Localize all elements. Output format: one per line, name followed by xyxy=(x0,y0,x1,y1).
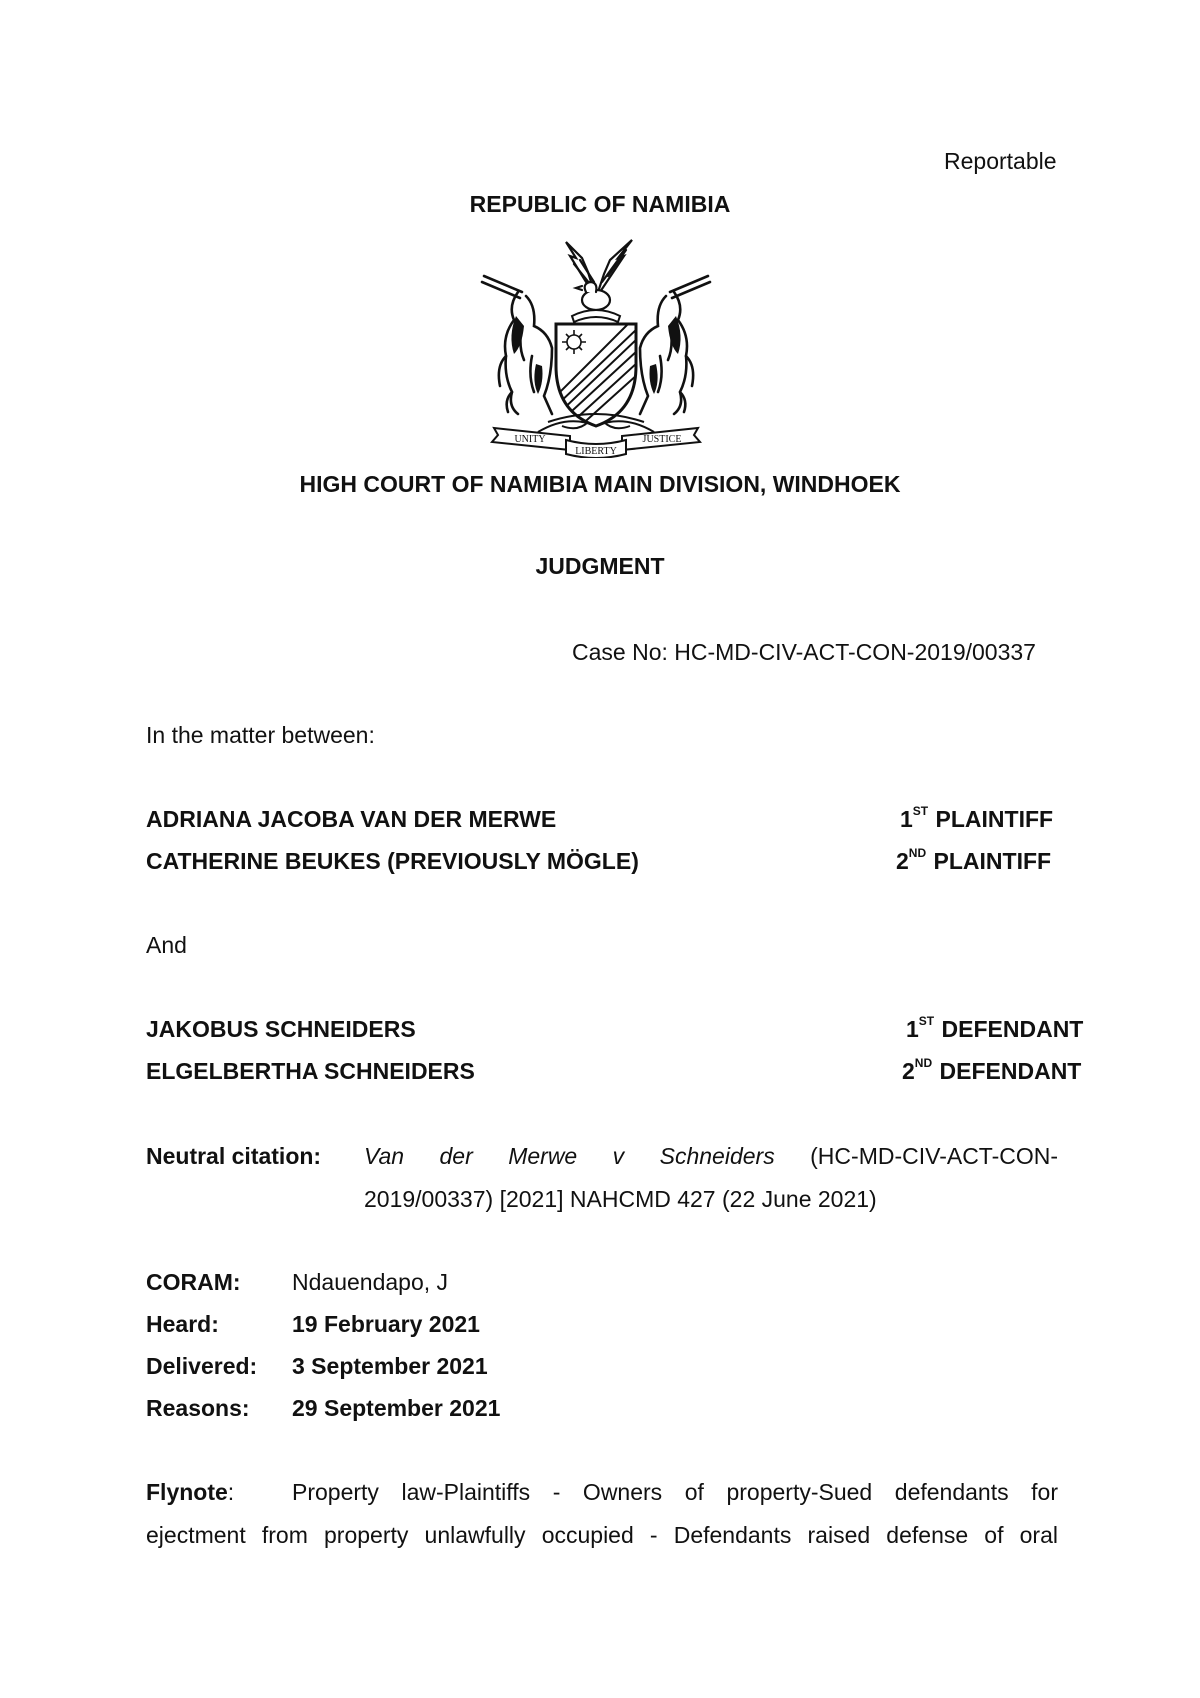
judgment-heading: JUDGMENT xyxy=(535,553,665,579)
reportable-label: Reportable xyxy=(944,148,1057,174)
plaintiff-1-name: ADRIANA JACOBA VAN DER MERWE xyxy=(146,806,557,832)
defendant-1-name: JAKOBUS SCHNEIDERS xyxy=(146,1016,416,1042)
plaintiff-1-role: 1ST PLAINTIFF xyxy=(900,804,1054,832)
delivered-value: 3 September 2021 xyxy=(292,1353,488,1379)
flynote-label: Flynote: xyxy=(146,1479,235,1505)
delivered-label: Delivered: xyxy=(146,1353,258,1379)
court-heading: HIGH COURT OF NAMIBIA MAIN DIVISION, WINDHOEK xyxy=(299,471,901,497)
republic-heading: REPUBLIC OF NAMIBIA xyxy=(469,191,731,217)
heard-value: 19 February 2021 xyxy=(292,1311,480,1337)
coram-label: CORAM: xyxy=(146,1269,241,1295)
motto-liberty: LIBERTY xyxy=(575,446,617,457)
reasons-label: Reasons: xyxy=(146,1395,250,1421)
parties-intro: In the matter between: xyxy=(146,722,375,748)
defendant-2-role: 2ND DEFENDANT xyxy=(902,1056,1082,1084)
citation-label: Neutral citation: xyxy=(146,1143,322,1169)
plaintiff-2-name: CATHERINE BEUKES (PREVIOUSLY MÖGLE) xyxy=(146,848,639,874)
heard-label: Heard: xyxy=(146,1311,219,1337)
motto-justice: JUSTICE xyxy=(642,434,682,445)
flynote-line-2: ejectment from property unlawfully occupied - Defendants raised defense of oral xyxy=(146,1522,1058,1548)
motto-unity: UNITY xyxy=(514,434,546,445)
citation-case-name: Van der Merwe v Schneiders xyxy=(364,1143,775,1169)
citation-line-2: 2019/00337) [2021] NAHCMD 427 (22 June 2021) xyxy=(364,1186,877,1212)
citation-line-1: Van der Merwe v Schneiders (HC-MD-CIV-ACT-CON- xyxy=(364,1143,1059,1169)
plaintiff-2-role: 2ND PLAINTIFF xyxy=(896,846,1052,874)
and-label: And xyxy=(146,932,187,958)
coram-value: Ndauendapo, J xyxy=(292,1269,449,1295)
flynote-line-1: Property law-Plaintiffs - Owners of property-Sued defendants for xyxy=(292,1479,1058,1505)
coat-of-arms-icon xyxy=(478,236,714,458)
case-number: Case No: HC-MD-CIV-ACT-CON-2019/00337 xyxy=(572,639,1036,665)
defendant-1-role: 1ST DEFENDANT xyxy=(906,1014,1084,1042)
reasons-value: 29 September 2021 xyxy=(292,1395,501,1421)
defendant-2-name: ELGELBERTHA SCHNEIDERS xyxy=(146,1058,475,1084)
